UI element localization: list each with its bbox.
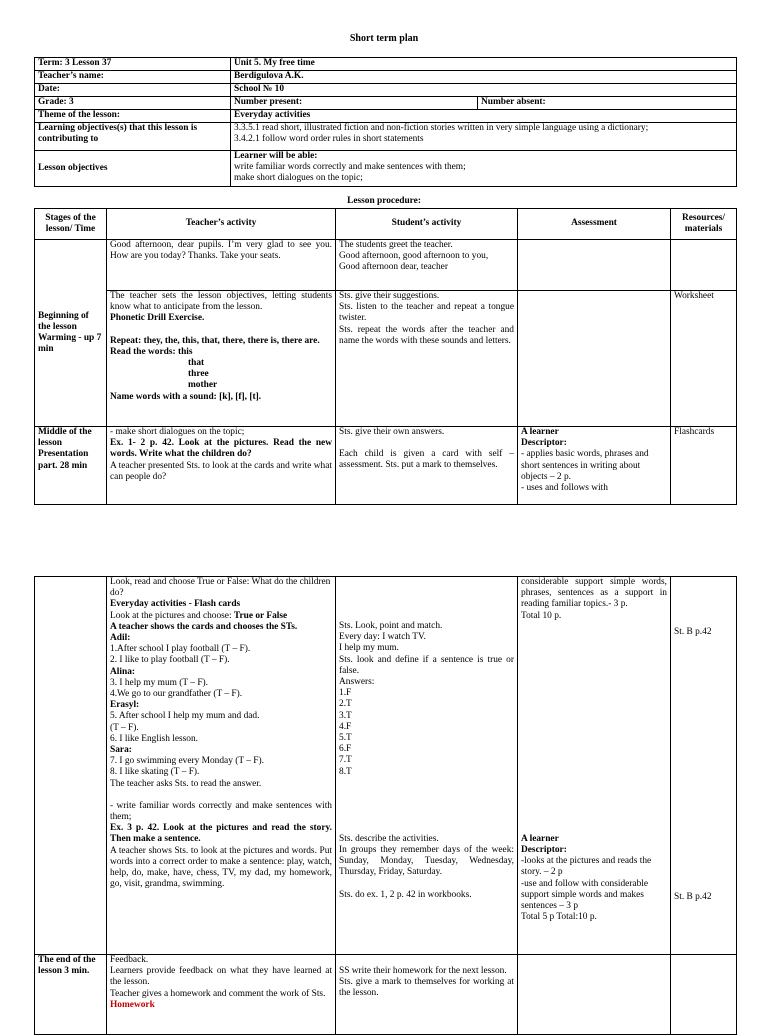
word-item: mother [188,380,218,391]
assessment-empty [518,955,671,1035]
worksheet-resource: Worksheet [671,291,737,427]
statement: 5. After school I help my mum and dad. [110,711,260,722]
learning-objectives-label: Learning objectives(s) that this lesson is contributing to [35,123,231,151]
teacher-line [110,611,332,622]
word-item: that [188,358,205,369]
unit-cell: Unit 5. My free time [231,58,737,71]
obj-line-1: Learner will be able: [234,151,318,161]
greeting-text: Good afternoon, dear pupils. I’m very glad to see you. How are you today? Thanks. Take your seats. [107,240,336,291]
statement: 3. I help my mum (T – F). [110,677,208,688]
learning-objectives-value [231,123,737,151]
grade-cell: Grade: 3 [35,97,231,110]
student-line: I help my mum. [339,643,399,654]
student-line: The students greet the teacher. [339,240,453,250]
repeat-words: Repeat: they, the, this, that, there, there is, there are. [110,335,320,346]
lesson-objectives-value [231,151,737,187]
school-value: School № 10 [231,84,737,97]
end-teacher [107,955,336,1035]
warmup-student [336,291,518,427]
assessment-line: -looks at the pictures and reads the story. – 2 p [521,856,652,878]
student-line: Sts. give their suggestions. [339,291,440,301]
teacher-line: Everyday activities - Flash cards [110,599,241,610]
middle-teacher [107,427,336,505]
end-student [336,955,518,1035]
teacher-text-bold: True or False [233,610,288,621]
assessment-line: -use and follow with considerable support simple words and makes sentences – 3 p [521,878,649,912]
student-book-resource: St. B p.42 [674,892,712,903]
teacher-text: Look at the pictures and choose: [110,610,234,621]
number-present: Number present: [231,97,478,110]
answer-item: 7.T [339,755,352,766]
continued-student [336,577,518,955]
student-line: Good afternoon dear, teacher [339,262,448,273]
statement: 4.We go to our grandfather (T – F). [110,689,243,700]
assessment-line: Total 5 p Total:10 p. [521,912,597,923]
stage-end: The end of the lesson 3 min. [35,955,107,1035]
objective-text: The teacher sets the lesson objectives, letting students know what to anticipate from the lesson. [110,291,332,313]
answer-item: 4.F [339,721,352,732]
answer-item: 8.T [339,766,352,777]
col-student: Student’s activity [336,209,518,240]
exercise-title: Ex. 3 p. 42. Look at the pictures and read the story. Then make a sentence. [110,823,332,845]
term-cell: Term: 3 Lesson 37 [35,58,231,71]
assessment-line: - applies basic words, phrases and short sentences in writing about objects – 2 p. [521,449,649,482]
greeting-response [336,240,518,291]
statement: 1.After school I play football (T – F). [110,644,251,655]
student-line: SS write their homework for the next lesson. [339,966,507,976]
stage-middle: Middle of the lesson Presentation part. 28 min [35,427,107,505]
assessment-line: Total 10 p. [521,610,562,621]
assessment-line: Descriptor: [521,438,567,449]
continued-teacher [107,577,336,955]
col-assessment: Assessment [518,209,671,240]
child-name: Sara: [110,745,132,756]
student-line: Answers: [339,677,375,688]
teacher-line: Teacher gives a homework and comment the work of Sts. [110,988,326,999]
theme-value: Everyday activities [231,110,737,123]
student-line: Each child is given a card with self – assessment. Sts. put a mark to themselves. [339,449,514,471]
student-line: Good afternoon, good afternoon to you, [339,251,489,262]
teacher-label: Teacher’s name: [35,71,231,84]
student-line: Sts. repeat the words after the teacher and name the words with these sounds and letters. [339,324,514,346]
sound-words: Name words with a sound: [k], [f], [t]. [110,391,262,402]
answer-item: 6.F [339,744,352,755]
continued-resources [671,577,737,955]
teacher-line: Feedback. [110,955,149,965]
teacher-line: - make short dialogues on the topic; [110,427,245,437]
answer-item: 3.T [339,710,352,721]
lo-line-2: 3.4.2.1 follow word order rules in short statements [234,134,424,145]
student-line: Sts. give their own answers. [339,427,445,437]
statement: 6. I like English lesson. [110,733,199,744]
phonetic-drill: Phonetic Drill Exercise. [110,313,205,324]
middle-student [336,427,518,505]
assessment-line: A learner [521,833,559,844]
obj-line-2: write familiar words correctly and make sentences with them; [234,162,466,173]
assessment-line: A learner [521,427,559,437]
teacher-line: A teacher presented Sts. to look at the cards and write what can people do? [110,460,332,482]
student-line: Sts. describe the activities. [339,833,439,844]
col-stages: Stages of the lesson/ Time [35,209,107,240]
number-absent: Number absent: [478,97,737,110]
statement: (T – F). [110,722,139,733]
procedure-table-continued [34,576,737,1035]
assessment-line: - uses and follows with [521,483,608,494]
student-line: Sts. Look, point and match. [339,621,443,631]
student-line: Sts. listen to the teacher and repeat a tongue twister. [339,302,514,324]
warmup-teacher [107,291,336,427]
word-item: three [188,369,209,380]
student-line: Sts. do ex. 1, 2 p. 42 in workbooks. [339,889,472,900]
date-label: Date: [35,84,231,97]
student-line: In groups they remember days of the week: Sunday, Monday, Tuesday, Wednesday, Thursday, Friday, Saturday. [339,845,514,878]
child-name: Alina: [110,666,136,677]
stage-empty [35,577,107,955]
answer-item: 2.T [339,699,352,710]
obj-line-3: make short dialogues on the topic; [234,173,363,184]
resources-empty [671,240,737,291]
child-name: Erasyl: [110,700,140,711]
statement: 2. I like to play football (T – F). [110,655,230,666]
statement: 7. I go swimming every Monday (T – F). [110,756,264,767]
assessment-empty [518,291,671,427]
teacher-line: A teacher shows the cards and chooses the STs. [110,621,298,632]
teacher-value: Berdigulova A.K. [231,71,737,84]
answer-item: 1.F [339,688,352,699]
exercise-title: Ex. 1- 2 p. 42. Look at the pictures. Read the new words. Write what the children do? [110,438,332,460]
student-book-resource: St. B p.42 [674,627,712,637]
flashcards-resource: Flashcards [671,427,737,505]
page-title: Short term plan [349,33,419,44]
teacher-line: - write familiar words correctly and make sentences with them; [110,800,332,823]
student-line: Sts. look and define if a sentence is true or false. [339,654,514,676]
homework-label: Homework [110,999,155,1010]
lesson-procedure-heading: Lesson procedure: [347,196,421,206]
procedure-table [34,208,737,505]
col-resources: Resources/ materials [671,209,737,240]
teacher-line: A teacher shows Sts. to look at the pictures and words. Put words into a correct order to make a sentence: play, watch, help, do, make, have, chess, TV, my dad, my homework, go, visit, grandma, swimming. [110,845,332,890]
teacher-line: Learners provide feedback on what they have learned at the lesson. [110,966,332,988]
col-teacher: Teacher’s activity [107,209,336,240]
answer-item: 5.T [339,733,352,744]
lesson-objectives-label: Lesson objectives [35,151,231,187]
assessment-empty [518,240,671,291]
student-line: Every day: I watch TV. [339,632,426,643]
header-table [34,57,737,187]
stage-beginning: Beginning of the lesson Warming - up 7 min [35,240,107,427]
read-words: Read the words: this [110,346,193,357]
continued-assessment [518,577,671,955]
teacher-line: Look, read and choose True or False: What do the children do? [110,577,331,599]
lo-line-1: 3.3.5.1 read short, illustrated fiction and non-fiction stories written in very simple language using a dictionary; [234,123,649,133]
middle-assessment [518,427,671,505]
assessment-line: Descriptor: [521,845,567,856]
theme-label: Theme of the lesson: [35,110,231,123]
child-name: Adil: [110,633,131,644]
student-line: Sts. give a mark to themselves for working at the lesson. [339,977,514,999]
resources-empty [671,955,737,1035]
assessment-line: considerable support simple words, phrases, sentences as a support in reading familiar topics.- 3 p. [521,577,667,610]
teacher-line: The teacher asks Sts. to read the answer. [110,778,262,789]
statement: 8. I like skating (T – F). [110,767,200,778]
